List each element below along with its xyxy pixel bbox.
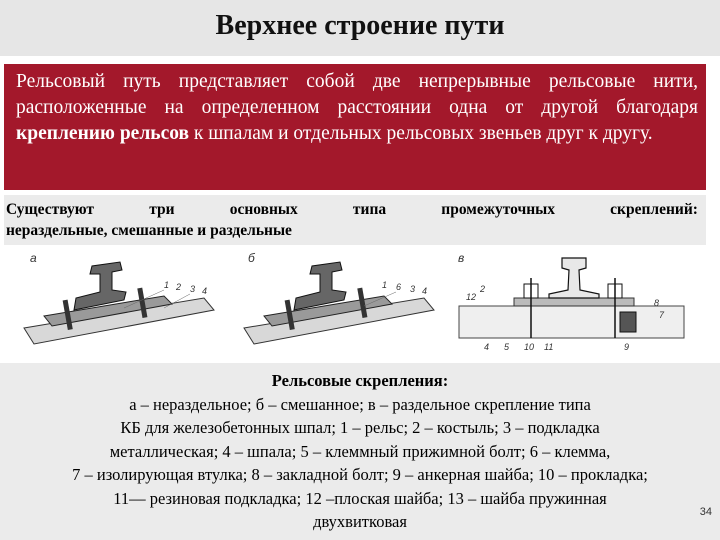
figure-b-label: б (248, 251, 255, 265)
figure-c-number: 9 (624, 342, 630, 352)
figure-b-number: 1 (382, 280, 388, 290)
types-word: скреплений: (610, 201, 698, 218)
caption-line: двухвитковая (313, 512, 407, 531)
figure-c-number: 2 (480, 284, 486, 294)
types-line-2: нераздельные, смешанные и раздельные (6, 222, 292, 239)
figure-c-number: 7 (659, 310, 665, 320)
types-word: Существуют (6, 201, 95, 218)
caption-line: металлическая; 4 – шпала; 5 – клеммный прижимной болт; 6 – клемма, (109, 441, 611, 461)
types-line-1 (6, 199, 698, 220)
types-word: промежуточных (441, 201, 556, 218)
intro-emphasis: креплению рельсов (16, 123, 190, 144)
figure-a-number: 1 (164, 280, 170, 290)
figure-c-number: 10 (524, 342, 535, 352)
caption-line: 11— резиновая подкладка; 12 –плоская шайба; 13 – шайба пружинная (113, 488, 607, 508)
caption-title: Рельсовые скрепления: (271, 371, 449, 390)
fastening-figure (4, 248, 706, 358)
slide-title: Верхнее строение пути (215, 10, 505, 41)
figure-a-number: 4 (202, 286, 208, 296)
figure-b-number: 4 (422, 286, 428, 296)
caption-line: 7 – изолирующая втулка; 8 – закладной болт; 9 – анкерная шайба; 10 – прокладка; (72, 465, 648, 484)
types-box (4, 195, 706, 245)
page-number: 34 (699, 505, 712, 518)
figure-a-number: 2 (176, 282, 182, 292)
caption-line: а – нераздельное; б – смешанное; в – раздельное скрепление типа (129, 394, 591, 414)
figure-a-number: 3 (190, 284, 196, 294)
figure-b (244, 251, 434, 344)
title-bar (0, 0, 720, 56)
intro-box (4, 64, 706, 190)
figure-c-number: 12 (466, 292, 477, 302)
types-word: типа (352, 201, 387, 218)
caption-box (0, 363, 720, 540)
figure-c-number: 4 (484, 342, 490, 352)
fastening-drawings (4, 248, 706, 358)
figure-c-number: 5 (504, 342, 510, 352)
figure-a (24, 251, 214, 344)
caption-line: КБ для железобетонных шпал; 1 – рельс; 2 – костыль; 3 – подкладка (120, 418, 600, 437)
intro-text-part1: Рельсовый путь представляет собой две непрерывные рельсовые нити, расположенные на определенном расстоянии одна от другой благодаря (16, 71, 698, 118)
figure-c-number: 8 (654, 298, 660, 308)
figure-b-number: 3 (410, 284, 416, 294)
types-word: три (149, 201, 175, 218)
intro-text-part2: к шпалам и отдельных рельсовых звеньев друг к другу. (189, 123, 653, 144)
figure-b-number: 6 (396, 282, 402, 292)
figure-a-label: а (30, 251, 37, 265)
figure-c-label: в (458, 251, 465, 265)
figure-c (458, 251, 684, 352)
types-word: основных (229, 201, 298, 218)
figure-c-number: 11 (544, 342, 554, 352)
